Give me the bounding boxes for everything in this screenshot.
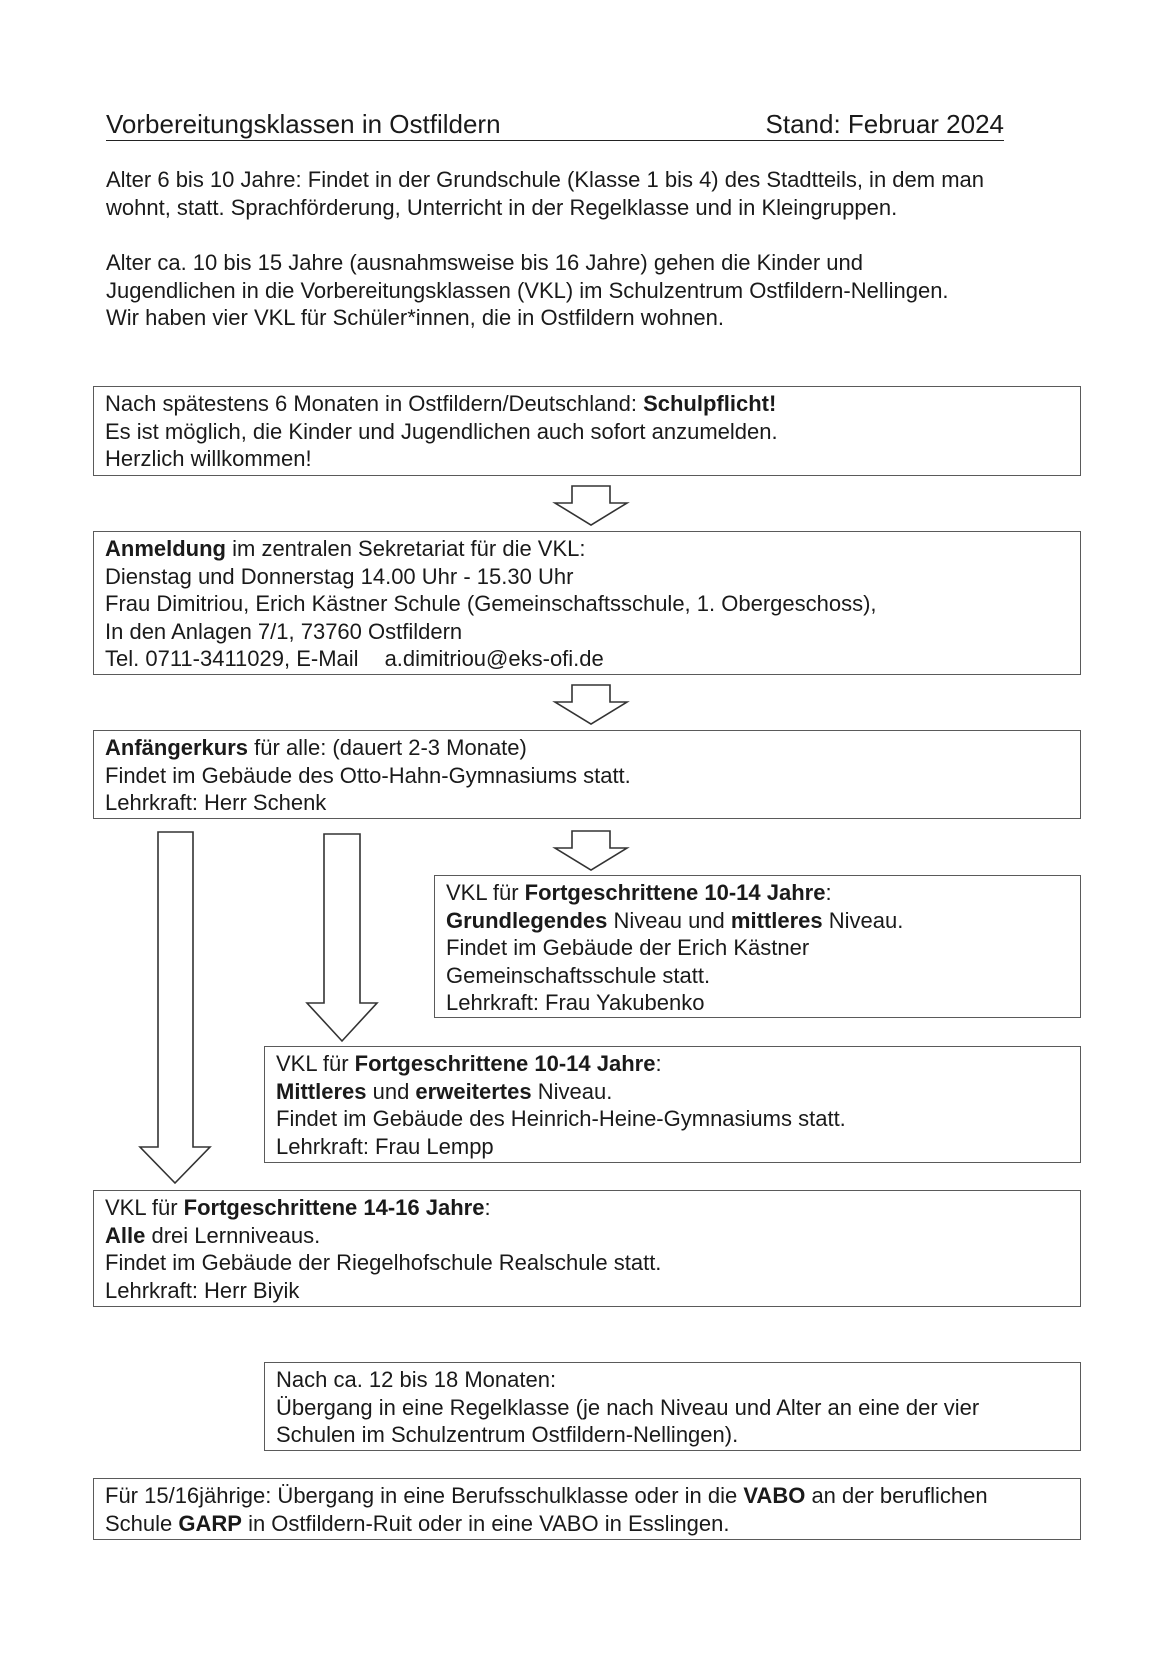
line-bold: Mittleres [276,1078,367,1104]
vkl-eks-box [434,875,1081,1018]
line-text: für alle: (dauert 2-3 Monate) [248,735,527,760]
down-arrow-icon [553,485,629,527]
intro-paragraph-1 [106,166,984,221]
anfaengerkurs-box [93,730,1081,819]
box-line: Es ist möglich, die Kinder und Jugendlichen auch sofort anzumelden. [105,418,778,444]
box-line [105,1222,1069,1250]
date-stamp: Stand: Februar 2024 [765,109,1004,139]
line-text: in Ostfildern-Ruit oder in eine VABO in Esslingen. [241,1510,730,1536]
box-line [105,1194,1069,1222]
box-line: Übergang in eine Regelklasse (je nach Niveau und Alter an eine der vier [276,1394,980,1420]
line-text: : [655,1051,662,1076]
line-text: : [484,1195,491,1220]
box-line [276,1078,1069,1106]
box-line: Findet im Gebäude der Erich Kästner [446,935,810,960]
intro-line: Jugendlichen in die Vorbereitungsklassen (VKL) im Schulzentrum Ostfildern-Nellingen. [106,277,949,303]
long-down-arrow-icon [138,831,212,1185]
line-bold: GARP [178,1510,242,1536]
down-arrow-icon [553,684,629,726]
line-text: : [825,880,832,905]
page-title [106,106,1004,141]
box-line [446,879,1069,907]
line-text: an der beruflichen [805,1483,988,1508]
box-line: Nach ca. 12 bis 18 Monaten: [276,1367,557,1392]
line-text: Tel. 0711-3411029, E-Mail [105,646,359,671]
vkl-hhg-box [264,1046,1081,1163]
box-line: Herzlich willkommen! [105,446,312,471]
box-line [105,390,1069,418]
line-bold: Alle [105,1222,146,1248]
intro-paragraph-2 [106,249,949,332]
schulpflicht-box [93,386,1081,476]
email-address: a.dimitriou@eks-ofi.de [384,646,604,671]
box-line: Lehrkraft: Herr Biyik [105,1277,300,1303]
box-line: Lehrkraft: Frau Yakubenko [446,990,705,1015]
box-line: In den Anlagen 7/1, 73760 Ostfildern [105,618,463,644]
box-line [446,907,1069,935]
line-text: Niveau. [822,907,904,933]
line-text: Niveau und [607,907,731,933]
line-text: Nach spätestens 6 Monaten in Ostfildern/Deutschland: [105,391,644,416]
box-line [276,1050,1069,1078]
line-bold: Anfängerkurs [105,735,249,760]
line-text: Schule [105,1510,179,1536]
box-line [105,1482,1069,1510]
line-text: und [366,1078,416,1104]
intro-line: Alter 6 bis 10 Jahre: Findet in der Grundschule (Klasse 1 bis 4) des Stadtteils, in dem man [106,167,984,192]
box-line: Findet im Gebäude der Riegelhofschule Realschule statt. [105,1250,662,1275]
line-text: VKL für [446,880,525,905]
intro-line: Alter ca. 10 bis 15 Jahre (ausnahmsweise bis 16 Jahre) gehen die Kinder und [106,250,864,275]
line-text: Für 15/16jährige: Übergang in eine Berufsschulklasse oder in die [105,1483,744,1508]
line-bold: VABO [743,1483,806,1508]
title-text: Vorbereitungsklassen in Ostfildern [106,109,501,139]
intro-line: wohnt, statt. Sprachförderung, Unterricht in der Regelklasse und in Kleingruppen. [106,194,898,220]
box-line [105,535,1069,563]
anmeldung-box [93,531,1081,675]
box-line [105,1510,1069,1538]
line-bold: mittleres [730,907,823,933]
line-bold: Grundlegendes [446,907,608,933]
berufsschule-box [93,1478,1081,1540]
line-bold: Schulpflicht! [643,391,777,416]
line-bold: erweitertes [415,1078,532,1104]
box-line: Findet im Gebäude des Heinrich-Heine-Gymnasiums statt. [276,1106,846,1131]
line-text: im zentralen Sekretariat für die VKL: [226,536,586,561]
box-line: Frau Dimitriou, Erich Kästner Schule (Gemeinschaftsschule, 1. Obergeschoss), [105,591,877,616]
line-text: VKL für [276,1051,355,1076]
box-line [105,734,1069,762]
line-bold: Anmeldung [105,536,226,561]
line-text: drei Lernniveaus. [145,1222,321,1248]
line-bold: Fortgeschrittene 14-16 Jahre [183,1195,485,1220]
line-text: VKL für [105,1195,184,1220]
line-text: Niveau. [531,1078,613,1104]
intro-line: Wir haben vier VKL für Schüler*innen, die in Ostfildern wohnen. [106,305,724,330]
uebergang-box [264,1362,1081,1451]
box-line [105,645,1069,673]
line-bold: Fortgeschrittene 10-14 Jahre [354,1051,656,1076]
box-line: Findet im Gebäude des Otto-Hahn-Gymnasiums statt. [105,762,631,788]
long-down-arrow-icon [304,833,380,1043]
box-line: Dienstag und Donnerstag 14.00 Uhr - 15.30 Uhr [105,563,574,589]
box-line: Gemeinschaftsschule statt. [446,962,711,988]
down-arrow-icon [553,830,629,872]
box-line: Lehrkraft: Herr Schenk [105,790,327,815]
box-line: Schulen im Schulzentrum Ostfildern-Nellingen). [276,1422,739,1447]
line-bold: Fortgeschrittene 10-14 Jahre [524,880,826,905]
box-line: Lehrkraft: Frau Lempp [276,1133,494,1159]
vkl-riegelhof-box [93,1190,1081,1307]
